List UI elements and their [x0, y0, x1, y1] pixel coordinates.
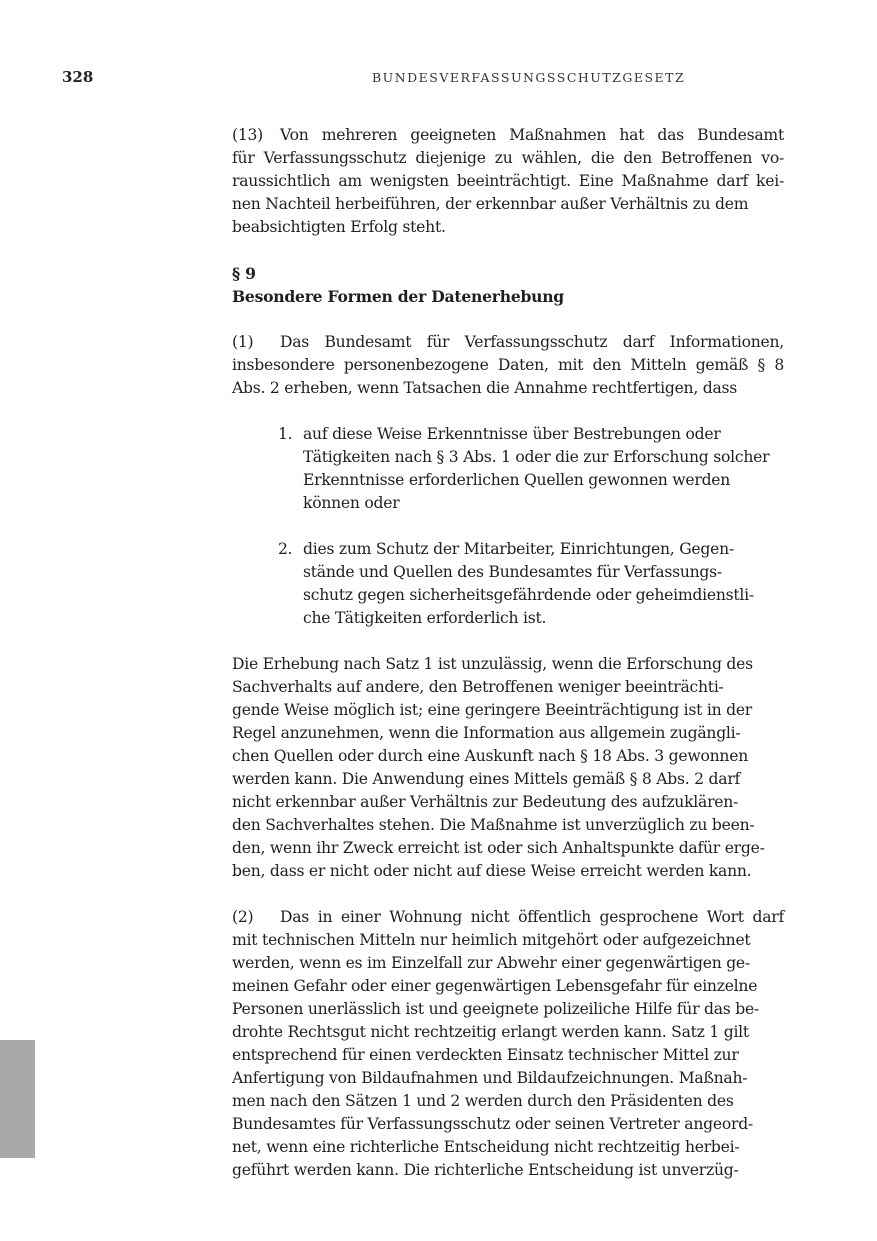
paragraph-line: insbesondere personenbezogene Daten, mit den Mitteln gemäß § 8: [232, 356, 784, 374]
list-item: [232, 423, 784, 515]
paragraph-number: (2): [232, 908, 254, 926]
paragraph-line: raussichtlich am wenigsten beeinträchtigt. Eine Maßnahme darf kei-: [232, 172, 784, 190]
paragraph-line: net, wenn eine richterliche Entscheidung nicht rechtzeitig herbei-: [232, 1138, 740, 1156]
list-marker: 1.: [278, 425, 293, 443]
paragraph-line: meinen Gefahr oder einer gegenwärtigen Lebensgefahr für einzelne: [232, 977, 758, 995]
paragraph-1: [232, 331, 784, 400]
numbered-list: [232, 423, 784, 630]
paragraph-line: Anfertigung von Bildaufnahmen und Bildaufzeichnungen. Maßnah-: [232, 1069, 748, 1087]
paragraph-line: den, wenn ihr Zweck erreicht ist oder sich Anhaltspunkte dafür erge-: [232, 839, 765, 857]
paragraph-line: geführt werden kann. Die richterliche Entscheidung ist unverzüg-: [232, 1161, 739, 1179]
paragraph-line: nicht erkennbar außer Verhältnis zur Bedeutung des aufzuklären-: [232, 793, 739, 811]
paragraph-line: entsprechend für einen verdeckten Einsatz technischer Mittel zur: [232, 1046, 739, 1064]
paragraph-2: [232, 906, 784, 1182]
paragraph-line: gende Weise möglich ist; eine geringere Beeinträchtigung ist in der: [232, 701, 753, 719]
list-line: können oder: [303, 494, 400, 512]
section-title: Besondere Formen der Datenerhebung: [232, 287, 564, 306]
paragraph-line: werden kann. Die Anwendung eines Mittels gemäß § 8 Abs. 2 darf: [232, 770, 741, 788]
paragraph-line: Bundesamtes für Verfassungsschutz oder seinen Vertreter angeord-: [232, 1115, 753, 1133]
list-line: schutz gegen sicherheitsgefährdende oder geheimdienstli-: [303, 586, 754, 604]
list-marker: 2.: [278, 540, 293, 558]
paragraph-line: Sachverhalts auf andere, den Betroffenen weniger beeinträchti-: [232, 678, 724, 696]
section-heading: [232, 262, 784, 308]
paragraph-line: für Verfassungsschutz diejenige zu wählen, die den Betroffenen vo-: [232, 149, 784, 167]
paragraph-line: Die Erhebung nach Satz 1 ist unzulässig, wenn die Erforschung des: [232, 655, 753, 673]
list-line: stände und Quellen des Bundesamtes für Verfassungs-: [303, 563, 722, 581]
paragraph-line: werden, wenn es im Einzelfall zur Abwehr einer gegenwärtigen ge-: [232, 954, 750, 972]
paragraph-line: mit technischen Mitteln nur heimlich mitgehört oder aufgezeichnet: [232, 931, 751, 949]
paragraph-line: drohte Rechtsgut nicht rechtzeitig erlangt werden kann. Satz 1 gilt: [232, 1023, 749, 1041]
paragraph-line: chen Quellen oder durch eine Auskunft nach § 18 Abs. 3 gewonnen: [232, 747, 748, 765]
list-item: [232, 538, 784, 630]
page-number: 328: [62, 68, 94, 86]
list-line: Erkenntnisse erforderlichen Quellen gewonnen werden: [303, 471, 731, 489]
running-head: BUNDESVERFASSUNGSSCHUTZGESETZ: [372, 70, 686, 85]
list-line: che Tätigkeiten erforderlich ist.: [303, 609, 547, 627]
paragraph-line: beabsichtigten Erfolg steht.: [232, 218, 446, 236]
paragraph-line: Abs. 2 erheben, wenn Tatsachen die Annahme rechtfertigen, dass: [232, 379, 738, 397]
paragraph-line: Personen unerlässlich ist und geeignete polizeiliche Hilfe für das be-: [232, 1000, 759, 1018]
paragraph-line: Regel anzunehmen, wenn die Information aus allgemein zugängli-: [232, 724, 741, 742]
paragraph-line: nen Nachteil herbeiführen, der erkennbar außer Verhältnis zu dem: [232, 195, 749, 213]
paragraph-line: (2) Das in einer Wohnung nicht öffentlich gesprochene Wort darf: [232, 906, 784, 929]
paragraph-number: (1): [232, 333, 254, 351]
thumb-index-tab: [0, 1040, 35, 1158]
paragraph-13: [232, 124, 784, 239]
paragraph-1-continuation: [232, 653, 784, 883]
paragraph-line: (13) Von mehreren geeigneten Maßnahmen hat das Bundesamt: [232, 124, 784, 147]
list-line: dies zum Schutz der Mitarbeiter, Einrichtungen, Gegen-: [303, 540, 734, 558]
list-line: Tätigkeiten nach § 3 Abs. 1 oder die zur Erforschung solcher: [303, 448, 770, 466]
paragraph-number: (13): [232, 126, 264, 144]
paragraph-line: den Sachverhaltes stehen. Die Maßnahme ist unverzüglich zu been-: [232, 816, 755, 834]
list-line: auf diese Weise Erkenntnisse über Bestrebungen oder: [303, 425, 721, 443]
paragraph-line: ben, dass er nicht oder nicht auf diese Weise erreicht werden kann.: [232, 862, 752, 880]
page-body: [232, 124, 784, 1182]
paragraph-line: men nach den Sätzen 1 und 2 werden durch den Präsidenten des: [232, 1092, 734, 1110]
paragraph-line: (1) Das Bundesamt für Verfassungsschutz darf Informationen,: [232, 331, 784, 354]
section-number: § 9: [232, 264, 256, 283]
